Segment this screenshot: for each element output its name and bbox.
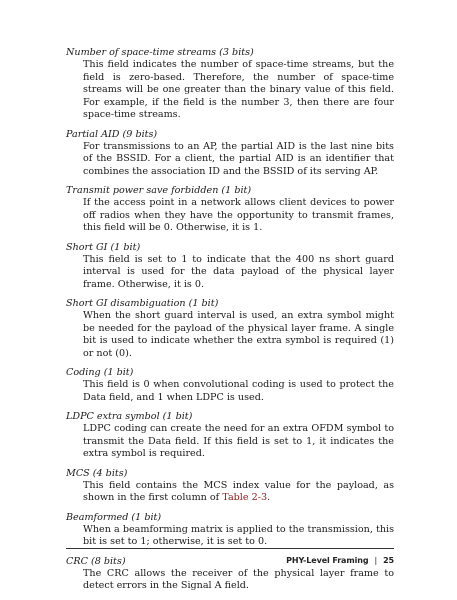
desc-ldpc-extra-symbol: LDPC coding can create the need for an extra OFDM symbol to transmit the Data field. If this field is set to 1, it indicates the extra symbol is required.	[83, 423, 394, 459]
desc-coding: This field is 0 when convolutional coding is used to protect the Data field, and 1 when LDPC is used.	[83, 379, 394, 403]
entry-mcs	[66, 467, 394, 505]
term-space-time-streams: Number of space-time streams (3 bits)	[66, 47, 254, 58]
desc-space-time-streams: This field indicates the number of space-time streams, but the field is zero-based. Therefore, the number of space-time streams will be one greater than the binary value of this field. For example, if the field is the number 3, then there are four space-time streams.	[83, 59, 394, 120]
term-ldpc-extra-symbol: LDPC extra symbol (1 bit)	[66, 411, 193, 422]
desc-partial-aid: For transmissions to an AP, the partial AID is the last nine bits of the BSSID. For a client, the partial AID is an identifier that combines the association ID and the BSSID of its serving AP.	[83, 140, 394, 177]
entry-short-gi-disambiguation	[66, 297, 394, 360]
page-footer	[286, 556, 394, 565]
desc-crc: The CRC allows the receiver of the physical layer frame to detect errors in the Signal A field.	[83, 567, 394, 591]
footer-divider	[66, 548, 394, 549]
desc-mcs	[83, 480, 394, 505]
entry-partial-aid	[66, 128, 394, 179]
entry-space-time-streams	[66, 46, 394, 122]
term-beamformed: Beamformed (1 bit)	[66, 511, 162, 523]
desc-short-gi-disambiguation: When the short guard interval is used, an extra symbol might be needed for the payload of the physical layer frame. A single bit is used to indicate whether the extra symbol is required (1) or not (0).	[83, 310, 394, 359]
term-coding: Coding (1 bit)	[66, 367, 134, 378]
desc-mcs-end: .	[267, 492, 271, 503]
term-transmit-power-save: Transmit power save forbidden (1 bit)	[66, 185, 252, 196]
desc-short-gi: This field is set to 1 to indicate that the 400 ns short guard interval is used for the data payload of the physical layer frame. Otherwise, it is 0.	[83, 253, 394, 290]
footer-section-title: PHY-Level Framing	[286, 556, 369, 565]
field-definition-list	[66, 46, 394, 599]
term-partial-aid: Partial AID (9 bits)	[66, 128, 158, 140]
term-short-gi: Short GI (1 bit)	[66, 241, 141, 253]
footer-separator: |	[374, 556, 378, 565]
entry-short-gi	[66, 241, 394, 292]
term-short-gi-disambiguation: Short GI disambiguation (1 bit)	[66, 298, 219, 309]
entry-transmit-power-save	[66, 184, 394, 235]
entry-coding	[66, 366, 394, 404]
desc-mcs-text: This field contains the MCS index value for the payload, as shown in the first column of	[83, 479, 394, 503]
desc-beamformed: When a beamforming matrix is applied to the transmission, this bit is set to 1; otherwise, it is set to 0.	[83, 523, 394, 547]
entry-beamformed	[66, 511, 394, 549]
table-2-3-link[interactable]: Table 2-3	[222, 492, 268, 503]
entry-ldpc-extra-symbol	[66, 410, 394, 461]
desc-transmit-power-save: If the access point in a network allows client devices to power off radios when they have the opportunity to transmit frames, this field will be 0. Otherwise, it is 1.	[83, 197, 394, 233]
footer-page-number: 25	[383, 556, 394, 565]
term-crc: CRC (8 bits)	[66, 555, 126, 567]
term-mcs: MCS (4 bits)	[66, 467, 128, 479]
